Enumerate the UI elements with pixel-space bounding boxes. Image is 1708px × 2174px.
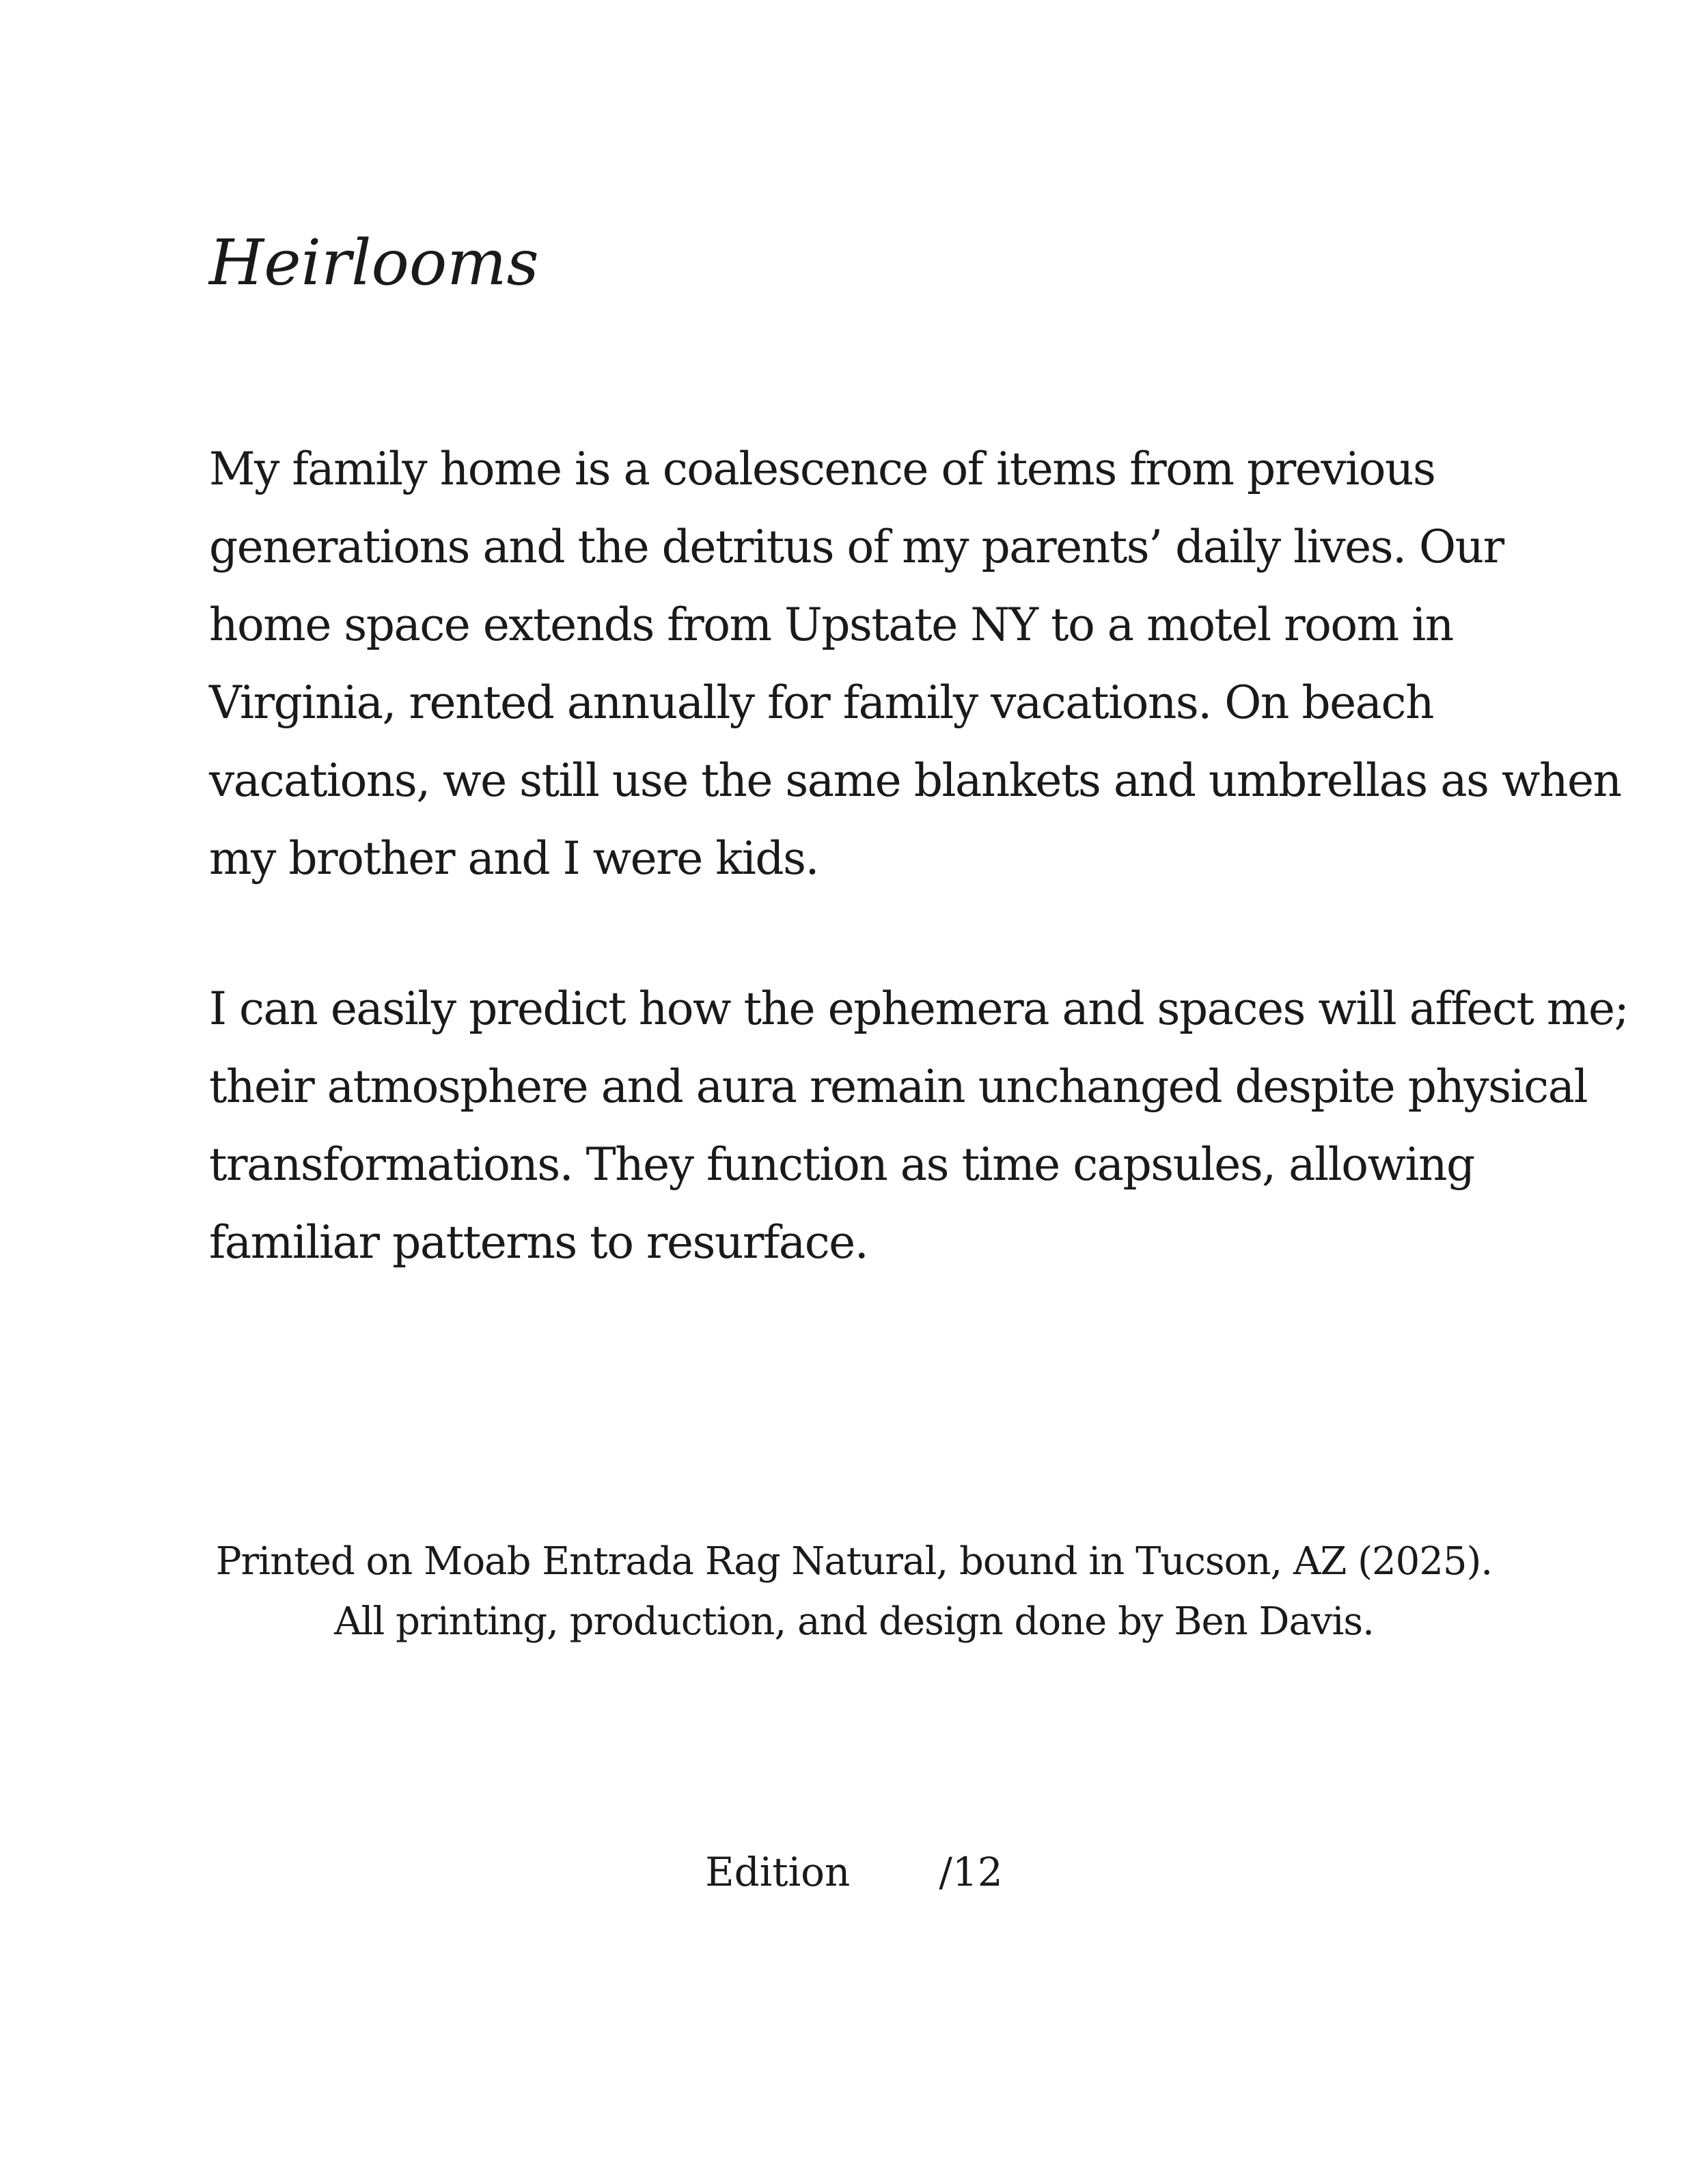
- text-line: home space extends from Upstate NY to a motel room in: [209, 598, 1453, 651]
- edition-number: [0, 1845, 1708, 1899]
- text-line: generations and the detritus of my parents’ daily lives. Our: [209, 521, 1504, 573]
- text-line: their atmosphere and aura remain unchanged despite physical: [209, 1060, 1588, 1113]
- page-title: Heirlooms: [209, 226, 539, 299]
- colophon-line-printing: Printed on Moab Entrada Rag Natural, bound in Tucson, AZ (2025).: [215, 1539, 1493, 1584]
- text-line: familiar patterns to resurface.: [209, 1216, 868, 1269]
- colophon: [0, 1532, 1708, 1652]
- text-line: My family home is a coalescence of items from previous: [209, 443, 1435, 495]
- paragraph-1: [209, 430, 1621, 898]
- text-line: I can easily predict how the ephemera and spaces will affect me;: [209, 982, 1629, 1035]
- edition-label: Edition: [705, 1849, 851, 1895]
- edition-total: /12: [939, 1849, 1003, 1895]
- text-line: Virginia, rented annually for family vacations. On beach: [209, 676, 1433, 729]
- text-line: my brother and I were kids.: [209, 832, 818, 885]
- paragraph-2: [209, 970, 1628, 1282]
- text-line: transformations. They function as time capsules, allowing: [209, 1138, 1474, 1191]
- text-line: vacations, we still use the same blankets and umbrellas as when: [209, 754, 1621, 807]
- colophon-line-credits: All printing, production, and design done by Ben Davis.: [334, 1599, 1374, 1644]
